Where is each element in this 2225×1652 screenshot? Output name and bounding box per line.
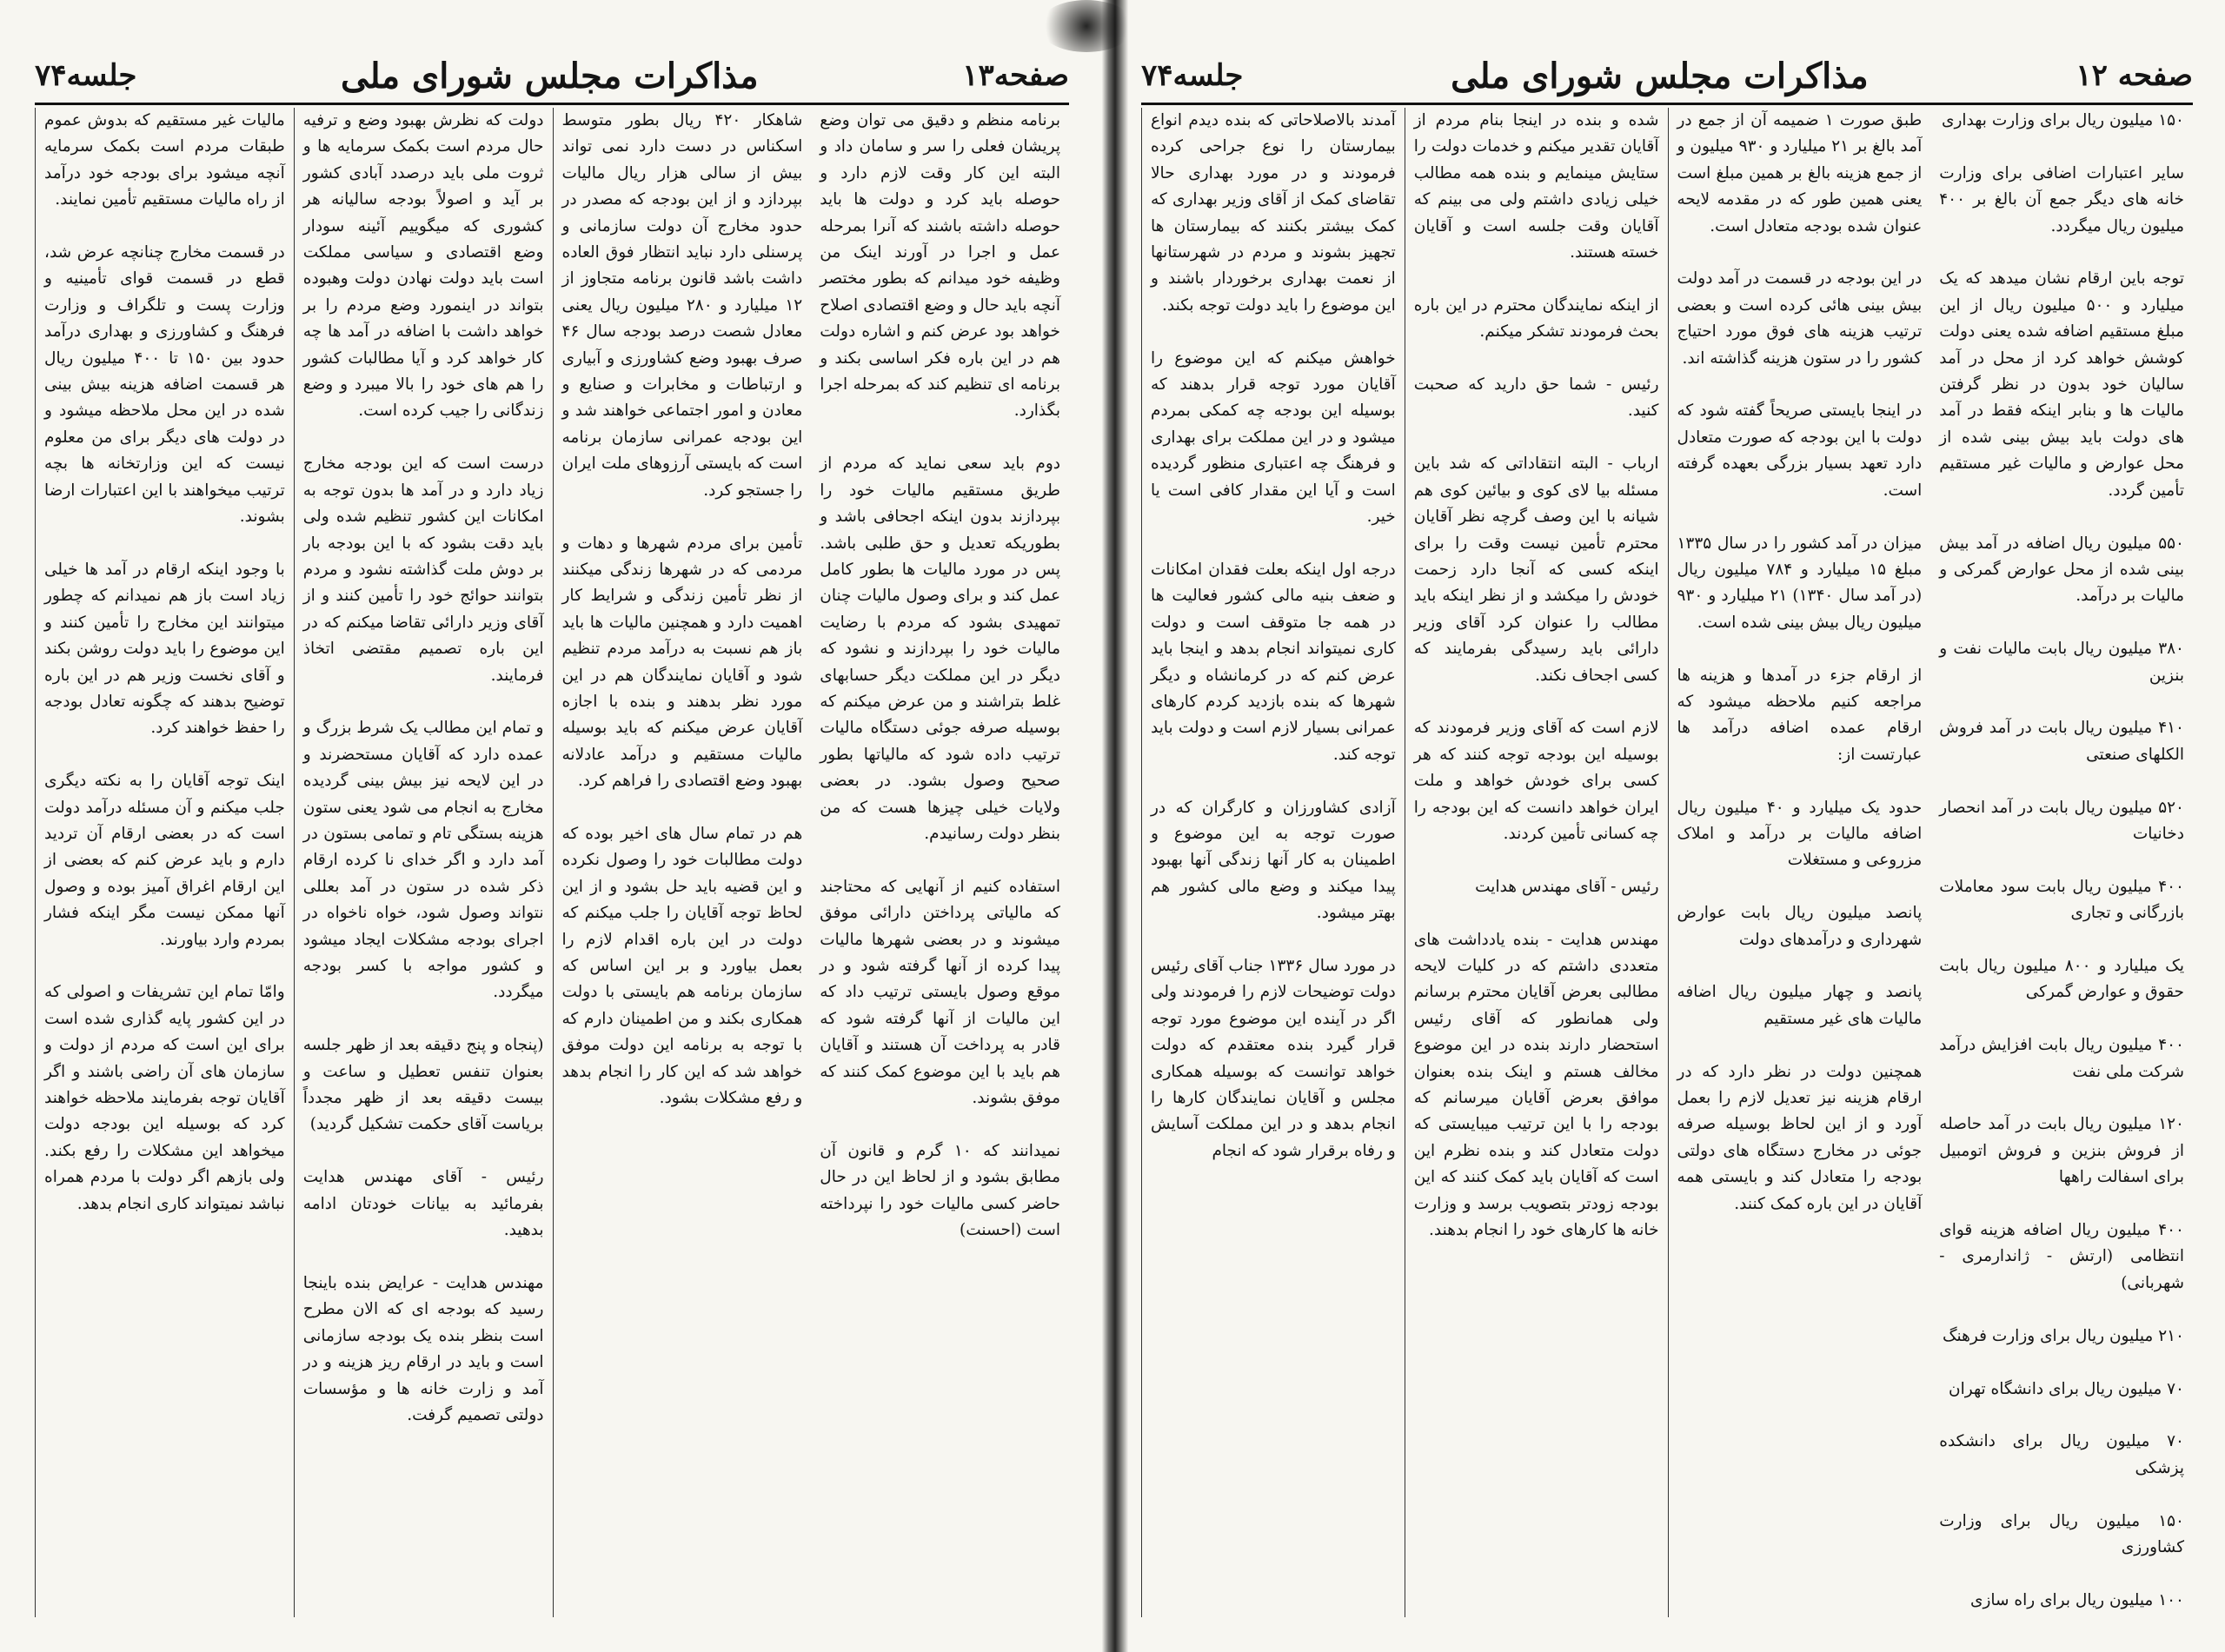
right-page-session: جلسه۷۴ [1141, 58, 1244, 93]
right-page-columns [1141, 108, 2193, 1617]
left-column-1: مالیات غیر مستقیم که بدوش عموم طبقات مردم است بکمک سرمایه آنچه میشود برای بودجه خود درآمد از راه مالیات مستقیم تأمین نمایند. در قسمت مخارج چنانچه عرض شد، قطع در قسمت قوای تأمینیه و وزارت پست و تلگراف و وزارت فرهنگ و کشاورزی و بهداری درآمد حدود بین ۱۵۰ تا ۴۰۰ میلیون ریال هر قسمت اضافه هزینه بیش بینی شده در این محل ملاحظه میشود و در دولت های دیگر برای من معلوم نیست که این وزارتخانه ها بچه ترتیب میخواهند با این اعتبارات ارضا بشوند. با وجود اینکه ارقام در آمد ها خیلی زیاد است باز هم نمیدانم که چطور میتوانند این مخارج را تأمین کنند و این موضوع را باید دولت روشن بکند و آقای نخست وزیر هم در این باره توضیح بدهند که چگونه تعادل بودجه را حفظ خواهند کرد. اینک توجه آقایان را به نکته دیگری جلب میکنم و آن مسئله درآمد دولت است که در بعضی ارقام آن تردید دارم و باید عرض کنم که بعضی از این ارقام اغراق آمیز بوده و وصول آنها ممکن نیست مگر اینکه فشار بمردم وارد بیاورند. وامّا تمام این تشریفات و اصولی که در این کشور پایه گذاری شده است برای این است که مردم از دولت و سازمان های آن راضی باشند و اگر آقایان توجه بفرمایند ملاحظه خواهند کرد که بوسیله این بودجه دولت میخواهد این مشکلات را رفع بکند. ولی بازهم اگر دولت با مردم همراه نباشد نمیتواند کاری انجام بدهد. [35, 108, 294, 1617]
left-page-title: مذاکرات مجلس شورای ملی [341, 55, 759, 96]
left-page-number: صفحه۱۳ [962, 58, 1069, 93]
right-page-number: صفحه ۱۲ [2076, 58, 2193, 93]
right-page-header [1141, 49, 2193, 105]
right-page-title: مذاکرات مجلس شورای ملی [1451, 55, 1869, 96]
right-column-3: طبق صورت ۱ ضمیمه آن از جمع در آمد بالغ بر ۲۱ میلیارد و ۹۳۰ میلیون و از جمع هزینه بالغ بر همین مبلغ است یعنی همین طور که در مقدمه لایحه عنوان شده بودجه متعادل است. در این بودجه در قسمت در آمد دولت بیش بینی هائی کرده است و بعضی ترتیب هزینه های فوق مورد احتیاج کشور را در ستون هزینه گذاشته اند. در اینجا بایستی صریحاً گفته شود که دولت با این بودجه که صورت متعادل دارد تعهد بسیار بزرگی بعهده گرفته است. میزان در آمد کشور را در سال ۱۳۳۵ مبلغ ۱۵ میلیارد و ۷۸۴ میلیون ریال (در آمد سال ۱۳۴۰) ۲۱ میلیارد و ۹۳۰ میلیون ریال بیش بینی شده است. از ارقام جزء در آمدها و هزینه ها مراجعه کنیم ملاحظه میشود که ارقام عمده اضافه درآمد ها عبارتست از: حدود یک میلیارد و ۴۰ میلیون ریال اضافه مالیات بر درآمد و املاک مزروعی و مستغلات پانصد میلیون ریال بابت عوارض شهرداری و درآمدهای دولت پانصد و چهار میلیون ریال اضافه مالیات های غیر مستقیم همچنین دولت در نظر دارد که در ارقام هزینه نیز تعدیل لازم را بعمل آورد و از این لحاظ بوسیله صرفه جوئی در مخارج دستگاه های دولتی بودجه را متعادل کند و بایستی همه آقایان در این باره کمک کنند. [1668, 108, 1931, 1617]
left-column-2: دولت که نظرش بهبود وضع و ترفیه حال مردم است بکمک سرمایه ها و ثروت ملی باید درصدد آبادی کشور بر آید و اصولاً بودجه سالیانه هر کشوری که میگوییم آئینه سودار وضع اقتصادی و سیاسی مملکت است باید دولت نهادن دولت وهبوده بتواند در اینمورد وضع مردم را بر خواهد داشت با اضافه در آمد ها چه کار خواهد کرد و آیا مطالبات کشور را هم های خود را بالا میبرد و وضع زندگانی را جیب کرده است. درست است که این بودجه مخارج زیاد دارد و در آمد ها بدون توجه به امکانات این کشور تنظیم شده ولی باید دقت بشود که با این بودجه بار بر دوش ملت گذاشته نشود و مردم بتوانند حوائج خود را تأمین کنند و از آقای وزیر دارائی تقاضا میکنم که در این باره تصمیم مقتضی اتخاذ فرمایند. و تمام این مطالب یک شرط بزرگ و عمده دارد که آقایان مستحضرند و در این لایحه نیز بیش بینی گردیده مخارج به انجام می شود یعنی ستون هزینه بستگی تام و تمامی بستون در آمد دارد و اگر خدای نا کرده ارقام ذکر شده در ستون در آمد بعللی نتواند وصول شود، خواه ناخواه در اجرای بودجه مشکلات ایجاد میشود و کشور مواجه با کسر بودجه میگردد. (پنجاه و پنج دقیقه بعد از ظهر جلسه بعنوان تنفس تعطیل و ساعت و بیست دقیقه بعد از ظهر مجدداً بریاست آقای حکمت تشکیل گردید) رئیس - آقای مهندس هدایت بفرمائید به بیانات خودتان ادامه بدهید. مهندس هدایت - عرایض بنده باینجا رسید که بودجه ای که الان مطرح است بنظر بنده یک بودجه سازمانی است و باید در ارقام ریز هزینه و در آمد و زارت خانه ها و مؤسسات دولتی تصمیم گرفت. [294, 108, 553, 1617]
left-page-header [35, 49, 1069, 105]
left-page-session: جلسه۷۴ [35, 58, 137, 93]
left-page-columns [35, 108, 1069, 1617]
ink-stain [1039, 0, 1134, 52]
right-column-4: ۱۵۰ میلیون ریال برای وزارت بهداری سایر اعتبارات اضافی برای وزارت خانه های دیگر جمع آن بالغ بر ۴۰۰ میلیون ریال میگردد. توجه باین ارقام نشان میدهد که یک میلیارد و ۵۰۰ میلیون ریال از این مبلغ مستقیم اضافه شده یعنی دولت کوشش خواهد کرد از محل در آمد سالیان خود بدون در نظر گرفتن مالیات ها و بنابر اینکه فقط در آمد های دولت باید بیش بینی شده از محل عوارض و مالیات غیر مستقیم تأمین گردد. ۵۵۰ میلیون ریال اضافه در آمد بیش بینی شده از محل عوارض گمرکی و مالیات بر درآمد. ۳۸۰ میلیون ریال بابت مالیات نفت و بنزین ۴۱۰ میلیون ریال بابت در آمد فروش الکلهای صنعتی ۵۲۰ میلیون ریال بابت در آمد انحصار دخانیات ۴۰۰ میلیون ریال بابت سود معاملات بازرگانی و تجاری یک میلیارد و ۸۰۰ میلیون ریال بابت حقوق و عوارض گمرکی ۴۰۰ میلیون ریال بابت افزایش درآمد شرکت ملی نفت ۱۲۰ میلیون ریال بابت در آمد حاصله از فروش بنزین و فروش اتومبیل برای اسفالت راهها ۴۰۰ میلیون ریال اضافه هزینه قوای انتظامی (ارتش - ژاندارمری - شهربانی) ۲۱۰ میلیون ریال برای وزارت فرهنگ ۷۰ میلیون ریال برای دانشگاه تهران ۷۰ میلیون ریال برای دانشکده پزشکی ۱۵۰ میلیون ریال برای وزارت کشاورزی ۱۰۰ میلیون ریال برای راه سازی [1939, 111, 2185, 1609]
right-page [1115, 0, 2225, 1652]
book-gutter [1102, 0, 1128, 1652]
right-column-2: شده و بنده در اینجا بنام مردم از آقایان تقدیر میکنم و خدمات دولت را ستایش مینمایم و بنده همه مطالب خیلی زیادی داشتم ولی می بینم که آقایان وقت جلسه است و آقایان خسته هستند. از اینکه نمایندگان محترم در این باره بحث فرمودند تشکر میکنم. رئیس - شما حق دارید که صحبت کنید. ارباب - البته انتقاداتی که شد باین مسئله بیا لای کوی و بیائین کوی هم شیانه با این وصف گرچه نظر آقایان محترم تأمین نیست وقت را برای اینکه کسی که آنجا دارد زحمت خودش را میکشد و از نظر اینکه باید مطالب را عنوان کرد آقای وزیر دارائی باید رسیدگی بفرمایند که کسی اجحاف نکند. لازم است که آقای وزیر فرمودند که بوسیله این بودجه توجه کنند که هر کسی برای خودش خواهد و ملت ایران خواهد دانست که این بودجه را چه کسانی تأمین کردند. رئیس - آقای مهندس هدایت مهندس هدایت - بنده یادداشت های متعددی داشتم که در کلیات لایحه مطالبی بعرض آقایان محترم برسانم ولی همانطور که آقای رئیس استحضار دارند بنده در این موضوع مخالف هستم و اینک بنده بعنوان موافق بعرض آقایان میرسانم که بودجه را با این ترتیب میبایستی که دولت متعادل کند و بنده نظرم این است که آقایان باید کمک کنند که این بودجه زودتر بتصویب برسد و وزارت خانه ها کارهای خود را انجام بدهند. [1405, 108, 1668, 1617]
right-column-1: آمدند بالاصلاحاتی که بنده دیدم انواع بیمارستان را نوع جراحی کرده فرمودند و در مورد بهداری حالا تقاضای کمک از آقای وزیر بهداری که کمک بیشتر بکنند که بیمارستان ها تجهیز بشوند و مردم در شهرستانها از نعمت بهداری برخوردار باشند و این موضوع را باید دولت توجه بکند. خواهش میکنم که این موضوع را آقایان مورد توجه قرار بدهند که بوسیله این بودجه چه کمکی بمردم میشود و در این مملکت برای بهداری و فرهنگ چه اعتباری منظور گردیده است و آیا این مقدار کافی است یا خیر. درجه اول اینکه بعلت فقدان امکانات و ضعف بنیه مالی کشور فعالیت ها در همه جا متوقف است و دولت کاری نمیتواند انجام بدهد و اینجا باید عرض کنم که در کرمانشاه و دیگر شهرها که بنده بازدید کردم کارهای عمرانی بسیار لازم است و دولت باید توجه کند. آزادی کشاورزان و کارگران که در صورت توجه به این موضوع و اطمینان به کار آنها زندگی آنها بهبود پیدا میکند و وضع مالی کشور هم بهتر میشود. در مورد سال ۱۳۳۶ جناب آقای رئیس دولت توضیحات لازم را فرمودند ولی اگر در آینده این موضوع مورد توجه قرار گیرد بنده معتقدم که دولت خواهد توانست که بوسیله همکاری مجلس و آقایان نمایندگان کارها را انجام بدهد و در این مملکت آسایش و رفاه برقرار شود که انجام [1141, 108, 1405, 1617]
left-column-3: شاهکار ۴۲۰ ریال بطور متوسط اسکناس در دست دارد نمی تواند بیش از سالی هزار ریال مالیات بپردازد و از این بودجه که مصدر در حدود مخارج آن دولت سازمانی و پرسنلی دارد نباید انتظار فوق العاده داشت باشد قانون برنامه متجاوز از ۱۲ میلیارد و ۲۸۰ میلیون ریال یعنی معادل شصت درصد بودجه سال ۴۶ صرف بهبود وضع کشاورزی و آبیاری و ارتباطات و مخابرات و صنایع و معادن و امور اجتماعی خواهند شد و این بودجه عمرانی سازمان برنامه است که بایستی آرزوهای ملت ایران را جستجو کرد. تأمین برای مردم شهرها و دهات و مردمی که در شهرها زندگی میکنند از نظر تأمین زندگی و شرایط کار اهمیت دارد و همچنین مالیات ها باید باز هم نسبت به درآمد مردم تنظیم شود و آقایان نمایندگان هم در این مورد نظر بدهند و بنده با اجازه آقایان عرض میکنم که باید بوسیله مالیات مستقیم و درآمد عادلانه بهبود وضع اقتصادی را فراهم کرد. هم در تمام سال های اخیر بوده که دولت مطالبات خود را وصول نکرده و این قضیه باید حل بشود و از این لحاظ توجه آقایان را جلب میکنم که دولت در این باره اقدام لازم را بعمل بیاورد و بر این اساس که سازمان برنامه هم بایستی با دولت همکاری بکند و من اطمینان دارم که با توجه به برنامه این دولت موفق خواهد شد که این کار را انجام بدهد و رفع مشکلات بشود. [553, 108, 812, 1617]
left-column-4: برنامه منظم و دقیق می توان وضع پریشان فعلی را سر و سامان داد و البته این کار وقت لازم دارد و حوصله باید کرد و دولت ها باید حوصله داشته باشند که آنرا بمرحله عمل و اجرا در آورند اینک من وظیفه خود میدانم که بطور مختصر آنچه باید حال و وضع اقتصادی اصلاح خواهد بود عرض کنم و اشاره دولت هم در این باره فکر اساسی بکند و برنامه ای تنظیم کند که بمرحله اجرا بگذارد. دوم باید سعی نماید که مردم از طریق مستقیم مالیات خود را بپردازند بدون اینکه اجحافی باشد و بطوریکه تعدیل و حق طلبی باشد. پس در مورد مالیات ها بطور کامل عمل کند و برای وصول مالیات چنان تمهیدی بشود که مردم با رضایت مالیات خود را بپردازند و نشود که دیگر در این مملکت دیگر حسابهای غلط بتراشند و من عرض میکنم که بوسیله صرفه جوئی دستگاه مالیات ترتیب داده شود که مالیاتها بطور صحیح وصول بشود. در بعضی ولایات خیلی چیزها هست که من بنظر دولت رسانیدم. استفاده کنیم از آنهایی که محتاجند که مالیاتی پرداختن دارائی موفق میشوند و در بعضی شهرها مالیات پیدا کرده از آنها گرفته شود و در موقع وصول بایستی ترتیب داد که این مالیات از آنها گرفته شود که قادر به پرداخت آن هستند و آقایان هم باید با این موضوع کمک کنند که موفق بشوند. نمیدانند که ۱۰ گرم و قانون آن مطابق بشود و از لحاظ این در حال حاضر کسی مالیات خود را نپرداخته است (احسنت) [820, 111, 1060, 1240]
